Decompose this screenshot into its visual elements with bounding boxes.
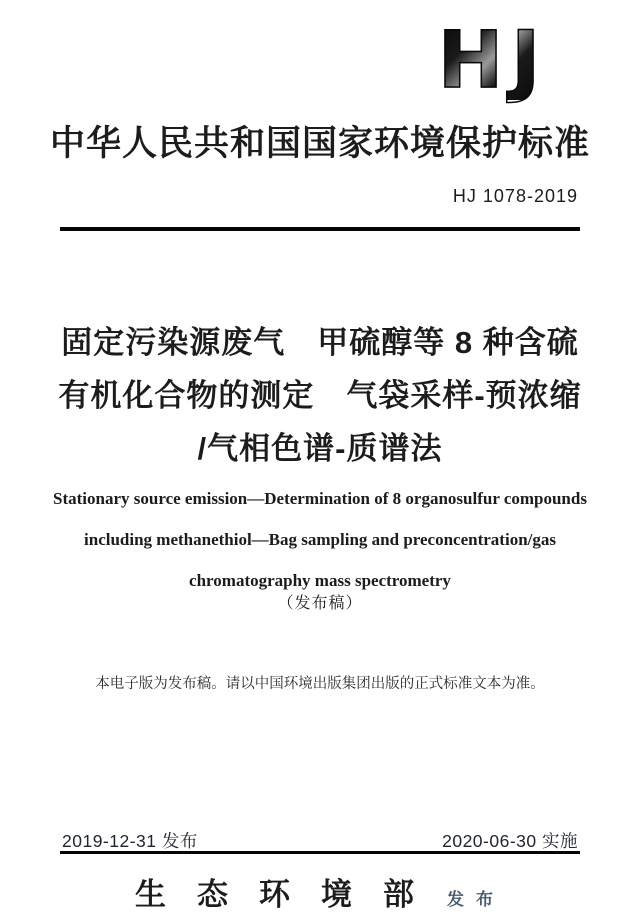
english-title-line-3: chromatography mass spectrometry xyxy=(189,571,451,590)
issuer-row xyxy=(0,869,640,914)
footer-divider-rule xyxy=(60,851,580,854)
issuer-action-label: 发布 xyxy=(447,890,505,909)
chinese-title xyxy=(0,316,640,475)
english-title xyxy=(30,478,610,601)
english-title-line-2: including methanethiol—Bag sampling and preconcentration/gas xyxy=(84,530,556,549)
chinese-title-line-3: /气相色谱-质谱法 xyxy=(197,431,443,466)
chinese-title-line-2: 有机化合物的测定 气袋采样-预浓缩 xyxy=(58,378,582,413)
english-title-line-1: Stationary source emission—Determination of 8 organosulfur compounds xyxy=(53,489,587,508)
issue-date: 2019-12-31 发布 xyxy=(62,831,198,851)
standard-number: HJ 1078-2019 xyxy=(452,186,578,206)
draft-release-label: （发布稿） xyxy=(277,595,363,612)
electronic-version-notice: 本电子版为发布稿。请以中国环境出版集团出版的正式标准文本为准。 xyxy=(95,676,545,692)
issuer-ministry-name: 生态环境部 xyxy=(135,877,445,912)
implementation-date: 2020-06-30 实施 xyxy=(442,831,578,851)
national-standard-header-title: 中华人民共和国国家环境保护标准 xyxy=(49,124,590,163)
dates-row xyxy=(62,828,578,853)
chinese-title-line-1: 固定污染源废气 甲硫醇等 8 种含硫 xyxy=(61,325,579,360)
header-divider-rule xyxy=(60,227,580,231)
hj-logo: HJ xyxy=(428,22,558,100)
